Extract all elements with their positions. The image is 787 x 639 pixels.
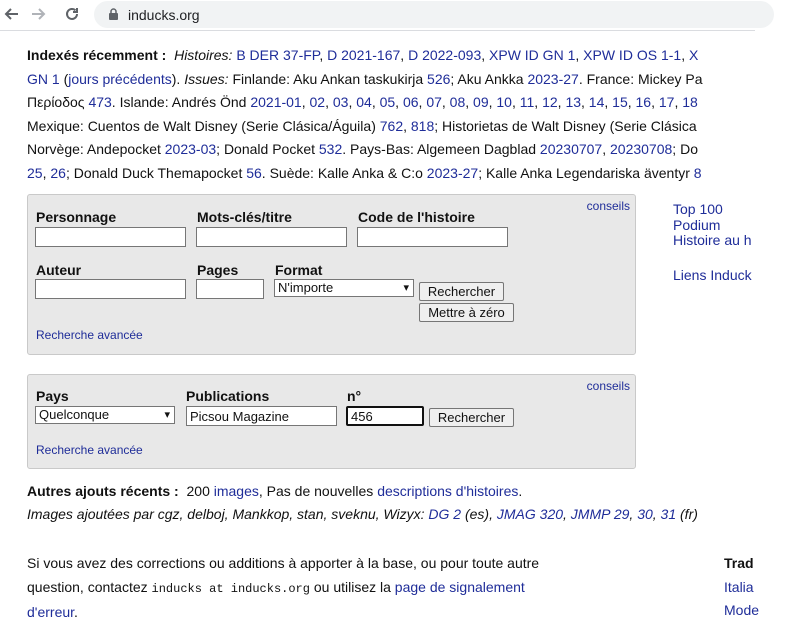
issue-link[interactable]: 08 xyxy=(449,94,466,110)
contact-email: inducks at inducks.org xyxy=(151,581,310,596)
issue-link[interactable]: 8 xyxy=(693,164,702,181)
issue-link[interactable]: 56 xyxy=(246,164,262,181)
issue-link[interactable]: 31 xyxy=(660,506,677,522)
publication-text: Donald Pocket xyxy=(223,141,315,157)
issue-link[interactable]: 17 xyxy=(658,94,675,110)
personnage-input[interactable] xyxy=(35,227,186,247)
issue-link[interactable]: 03 xyxy=(332,94,349,110)
auteur-label: Auteur xyxy=(36,262,82,278)
issue-link[interactable]: 15 xyxy=(612,94,628,110)
period-text: . xyxy=(74,604,78,620)
reload-icon[interactable] xyxy=(61,3,83,25)
issue-link[interactable]: 16 xyxy=(635,94,652,110)
publication-search-form xyxy=(27,374,636,469)
issues-label: Issues: xyxy=(184,70,229,87)
issue-link[interactable]: 20230708 xyxy=(610,141,673,157)
conseils-link[interactable]: conseils xyxy=(586,379,630,393)
recent-line-5: Norvège: Andepocket 2023-03; Donald Pocket 532. Pays-Bas: Algemeen Dagblad 20230707, 20230708; Do xyxy=(27,141,698,157)
numero-input[interactable] xyxy=(346,406,424,426)
advanced-search-link[interactable]: Recherche avancée xyxy=(36,443,143,457)
numero-label: n° xyxy=(347,388,362,404)
address-bar[interactable] xyxy=(94,1,774,28)
translations-column xyxy=(724,552,759,623)
issue-link[interactable]: 09 xyxy=(473,94,489,110)
issue-link[interactable]: 473 xyxy=(88,94,112,110)
histoire-link[interactable]: X xyxy=(688,47,699,63)
code-label: Code de l'histoire xyxy=(358,209,475,225)
publications-input[interactable] xyxy=(186,406,337,426)
country-text: Norvège: Andepocket xyxy=(27,141,161,157)
recent-index-block xyxy=(27,44,787,185)
histoire-link[interactable]: D 2022-093 xyxy=(408,47,482,63)
pays-select[interactable] xyxy=(35,406,175,424)
issue-link[interactable]: 05 xyxy=(379,94,396,110)
histoire-link[interactable]: D 2021-167 xyxy=(327,47,401,63)
issue-link[interactable]: 10 xyxy=(496,94,512,110)
url-text: inducks.org xyxy=(128,6,200,23)
country-text: Islande: Andrés Önd xyxy=(119,94,247,110)
pas-text: , Pas de nouvelles xyxy=(258,483,374,499)
issue-link[interactable]: 04 xyxy=(356,94,372,110)
motscles-label: Mots-clés/titre xyxy=(197,209,292,225)
autres-heading: Autres ajouts récents : xyxy=(27,483,179,499)
top100-link[interactable]: Top 100 xyxy=(673,201,723,217)
issue-link[interactable]: JMAG 320 xyxy=(496,506,564,522)
recent-line-6: 25, 26; Donald Duck Themapocket 56. Suède: Kalle Anka & C:o 2023-27; Kalle Anka Legendariska äventyr 8 xyxy=(27,164,702,181)
country-text: Pays-Bas: Algemeen Dagblad xyxy=(350,141,537,157)
issue-link[interactable]: 11 xyxy=(519,94,535,110)
issue-link[interactable]: 30 xyxy=(637,506,653,522)
histoires-label: Histoires: xyxy=(174,47,233,63)
error-report-link[interactable]: page de signalement d'erreur xyxy=(27,578,525,620)
issue-link[interactable]: 532 xyxy=(318,141,343,157)
format-select[interactable] xyxy=(274,279,414,297)
issue-link[interactable]: 762 xyxy=(379,117,404,134)
conseils-link[interactable]: conseils xyxy=(586,199,630,213)
chevron-down-icon: ▾ xyxy=(164,409,170,421)
format-label: Format xyxy=(275,262,323,278)
issue-link[interactable]: 14 xyxy=(588,94,605,110)
corrections-paragraph xyxy=(27,552,567,625)
recent-line-3: Περίοδος 473. Islande: Andrés Önd 2021-01, 02, 03, 04, 05, 06, 07, 08, 09, 10, 11, 12, 13, 14, 15, 16, 17, 18 xyxy=(27,94,698,110)
pages-label: Pages xyxy=(197,262,239,278)
descriptions-link[interactable]: descriptions d'histoires xyxy=(377,483,519,499)
issue-link[interactable]: 25 xyxy=(27,164,43,181)
issue-link[interactable]: 2023-27 xyxy=(426,164,479,181)
chevron-down-icon: ▾ xyxy=(403,282,409,294)
histoire-link[interactable]: B DER 37-FP xyxy=(236,47,320,63)
podium-link[interactable]: Podium xyxy=(673,216,721,233)
advanced-search-link[interactable]: Recherche avancée xyxy=(36,328,143,342)
issue-link[interactable]: 2023-27 xyxy=(527,70,579,87)
liens-link[interactable]: Liens Induck xyxy=(673,266,752,283)
rechercher-button[interactable]: Rechercher xyxy=(419,282,504,301)
images-link[interactable]: images xyxy=(213,483,259,499)
trad-link[interactable]: Mode xyxy=(724,602,760,618)
country-text: Finlande: Aku Ankan taskukirja xyxy=(232,70,424,87)
issue-link[interactable]: DG 2 xyxy=(428,506,462,522)
rechercher-button[interactable]: Rechercher xyxy=(429,408,514,427)
issue-link[interactable]: 02 xyxy=(309,94,326,110)
lock-icon[interactable] xyxy=(106,8,120,22)
recent-line-2: GN 1 (jours précédents). Issues: Finlande: Aku Ankan taskukirja 526; Aku Ankka 2023-27. France: Mickey Pa xyxy=(27,70,703,87)
story-search-form xyxy=(27,194,636,355)
back-icon[interactable] xyxy=(0,3,22,25)
publication-text: Historietas de Walt Disney (Serie Clásica xyxy=(442,117,697,134)
publication-text: Donald Duck Themapocket xyxy=(73,164,243,181)
other-additions-line-2: Images ajoutées par cgz, delboj, Mankkop, stan, sveknu, Wizyx: DG 2 (es), JMAG 320, JMMP 29, 30, 31 (fr) xyxy=(27,506,698,522)
code-input[interactable] xyxy=(357,227,508,247)
corrections-text: ou utilisez la xyxy=(313,578,391,595)
reset-button[interactable]: Mettre à zéro xyxy=(419,303,514,322)
issue-link[interactable]: 12 xyxy=(542,94,558,110)
images-by-text: Images ajoutées par cgz, delboj, Mankkop, stan, sveknu, Wizyx: xyxy=(27,506,425,522)
publication-text: Περίοδος xyxy=(27,94,85,110)
publications-label: Publications xyxy=(186,388,270,404)
lang-text: (es), xyxy=(464,506,493,522)
pays-value: Quelconque xyxy=(39,407,110,422)
trad-heading: Trad xyxy=(724,555,754,571)
country-text: France: Mickey Pa xyxy=(586,70,703,87)
lang-text: (fr) xyxy=(680,506,698,522)
publication-text: Kalle Anka Legendariska äventyr xyxy=(485,164,690,181)
forward-icon[interactable] xyxy=(28,3,50,25)
pays-label: Pays xyxy=(36,388,69,404)
histoire-link[interactable]: XPW ID OS 1-1 xyxy=(583,47,682,63)
recent-line-1: Indexés récemment : Histoires: B DER 37-FP, D 2021-167, D 2022-093, XPW ID GN 1, XPW ID OS 1-1, X xyxy=(27,47,699,63)
issue-link[interactable]: 2021-01 xyxy=(250,94,302,110)
recent-heading: Indexés récemment : xyxy=(27,47,167,63)
issue-link[interactable]: 2023-03 xyxy=(164,141,217,157)
pages-input[interactable] xyxy=(196,279,264,299)
personnage-label: Personnage xyxy=(36,209,117,225)
country-text: Suède: Kalle Anka & C:o xyxy=(269,164,423,181)
issue-link[interactable]: 526 xyxy=(427,70,451,87)
issue-link[interactable]: 07 xyxy=(426,94,442,110)
other-additions xyxy=(27,480,698,526)
issue-link[interactable]: 18 xyxy=(682,94,698,110)
histoire-link[interactable]: GN 1 xyxy=(27,70,60,87)
issue-link[interactable]: 818 xyxy=(410,117,435,134)
auteur-input[interactable] xyxy=(35,279,186,299)
motscles-input[interactable] xyxy=(196,227,347,247)
images-count: 200 xyxy=(186,483,210,499)
recent-line-4: Mexique: Cuentos de Walt Disney (Serie Clásica/Águila) 762, 818; Historietas de Walt Disney (Serie Clásica xyxy=(27,117,697,134)
issue-link[interactable]: 26 xyxy=(50,164,66,181)
issue-link[interactable]: 06 xyxy=(402,94,419,110)
country-text: Mexique: Cuentos de Walt Disney (Serie Clásica/Águila) xyxy=(27,117,376,134)
issue-link[interactable]: 20230707 xyxy=(539,141,603,157)
publication-text: Aku Ankka xyxy=(457,70,524,87)
trad-link[interactable]: Italia xyxy=(724,578,754,595)
right-links xyxy=(673,202,752,283)
histoire-link[interactable]: XPW ID GN 1 xyxy=(489,47,576,63)
histoire-au-hasard-link[interactable]: Histoire au h xyxy=(673,232,752,248)
issue-link[interactable]: 13 xyxy=(565,94,582,110)
publication-text: Do xyxy=(680,141,698,157)
issue-link[interactable]: JMMP 29 xyxy=(570,506,630,522)
corrections-text: Si vous avez des corrections ou additions à apporter à la base, ou pour toute autre question, contactez xyxy=(27,555,540,595)
other-additions-line-1: Autres ajouts récents : 200 images, Pas de nouvelles descriptions d'histoires. xyxy=(27,483,523,499)
jours-link[interactable]: jours précédents xyxy=(68,70,172,87)
format-value: N'importe xyxy=(278,280,334,295)
browser-toolbar xyxy=(0,0,755,31)
